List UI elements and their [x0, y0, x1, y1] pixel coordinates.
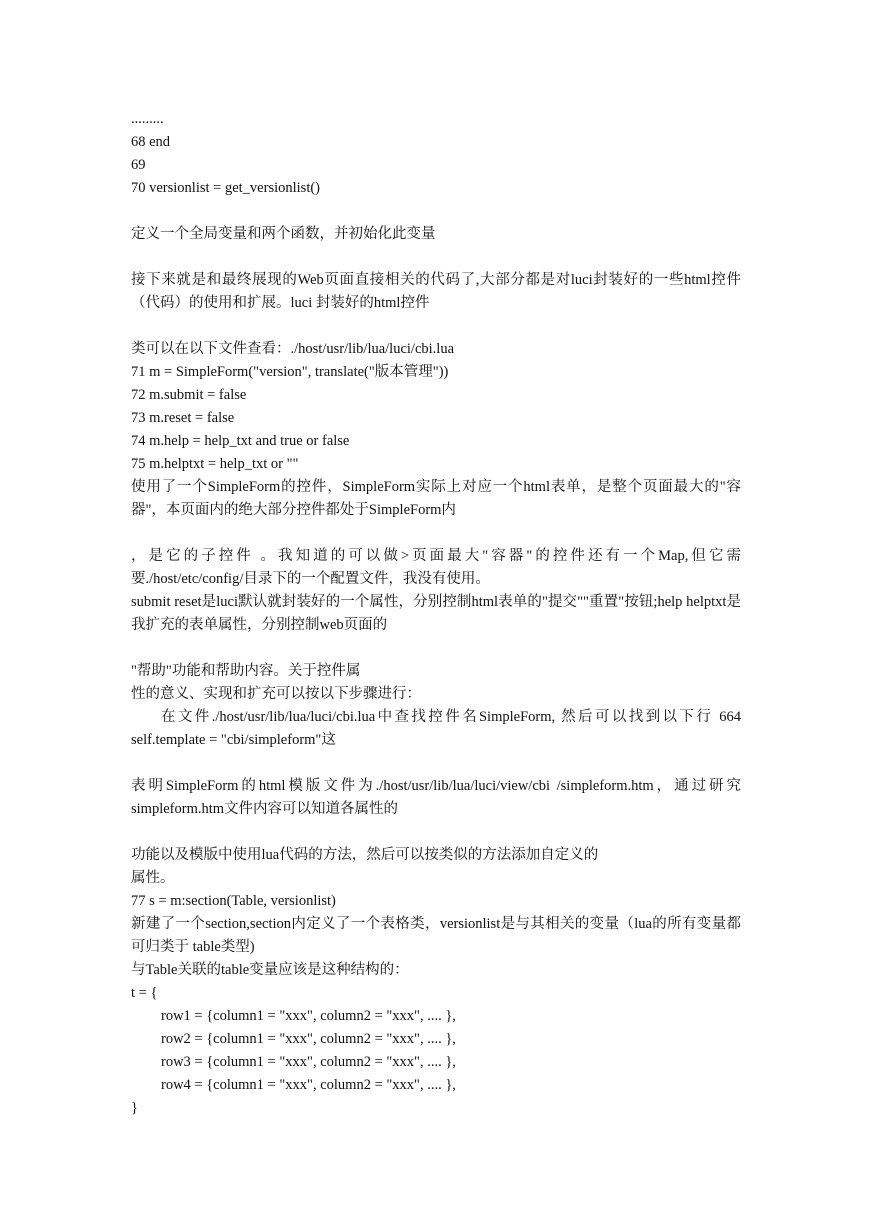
code-line: 68 end	[131, 134, 171, 150]
blank-line	[131, 246, 741, 269]
code-line: 71 m = SimpleForm("version", translate("版本管理"))	[131, 364, 449, 380]
code-line: 77 s = m:section(Table, versionlist)	[131, 893, 336, 909]
paragraph: 与Table关联的table变量应该是这种结构的：	[131, 962, 409, 978]
paragraph: 接下来就是和最终展现的Web页面直接相关的代码了,大部分都是对luci封装好的一些html控件（代码）的使用和扩展。luci 封装好的html控件	[131, 272, 741, 311]
code-line: row2 = {column1 = "xxx", column2 = "xxx", .... },	[161, 1031, 456, 1047]
paragraph: 使用了一个SimpleForm的控件，SimpleForm实际上对应一个html表单，是整个页面最大的"容器"，本页面内的绝大部分控件都处于SimpleForm内	[131, 479, 741, 518]
blank-line	[131, 315, 741, 338]
paragraph: 定义一个全局变量和两个函数，并初始化此变量	[131, 226, 436, 242]
code-line: row3 = {column1 = "xxx", column2 = "xxx", .... },	[161, 1054, 456, 1070]
paragraph: 功能以及模版中使用lua代码的方法，然后可以按类似的方法添加自定义的	[131, 847, 599, 863]
code-line: row4 = {column1 = "xxx", column2 = "xxx", .... },	[161, 1077, 456, 1093]
paragraph: 表明SimpleForm的html模版文件为./host/usr/lib/lua/luci/view/cbi /simpleform.htm，通过研究simpleform.htm文件内容可以知道各属性的	[131, 778, 741, 817]
blank-line	[131, 752, 741, 775]
code-line: 74 m.help = help_txt and true or false	[131, 433, 350, 449]
code-line: 70 versionlist = get_versionlist()	[131, 180, 321, 196]
code-line: 69	[131, 157, 146, 173]
code-line: 72 m.submit = false	[131, 387, 247, 403]
paragraph: 在文件./host/usr/lib/lua/luci/cbi.lua中查找控件名SimpleForm, 然后可以找到以下行 664 self.template = "cbi/simpleform"这	[131, 709, 741, 748]
code-line: .........	[131, 111, 164, 127]
document-page	[131, 108, 741, 1120]
code-line: 75 m.helptxt = help_txt or ""	[131, 456, 299, 472]
code-line: }	[131, 1100, 138, 1116]
paragraph: 新建了一个section,section内定义了一个表格类，versionlist是与其相关的变量（lua的所有变量都可归类于 table类型)	[131, 916, 741, 955]
blank-line	[131, 637, 741, 660]
blank-line	[131, 821, 741, 844]
paragraph: 类可以在以下文件查看：./host/usr/lib/lua/luci/cbi.lua	[131, 341, 455, 357]
code-line: 73 m.reset = false	[131, 410, 235, 426]
code-line: row1 = {column1 = "xxx", column2 = "xxx", .... },	[161, 1008, 456, 1024]
paragraph: "帮助"功能和帮助内容。关于控件属	[131, 663, 361, 679]
paragraph: 性的意义、实现和扩充可以按以下步骤进行：	[131, 686, 421, 702]
blank-line	[131, 200, 741, 223]
code-line: t = {	[131, 985, 158, 1001]
paragraph: ，是它的子控件 。我知道的可以做>页面最大"容器"的控件还有一个Map,但它需要./host/etc/config/目录下的一个配置文件，我没有使用。	[131, 548, 741, 587]
blank-line	[131, 522, 741, 545]
paragraph: submit reset是luci默认就封装好的一个属性，分别控制html表单的"提交""重置"按钮;help helptxt是我扩充的表单属性，分别控制web页面的	[131, 594, 741, 633]
paragraph: 属性。	[131, 870, 175, 886]
